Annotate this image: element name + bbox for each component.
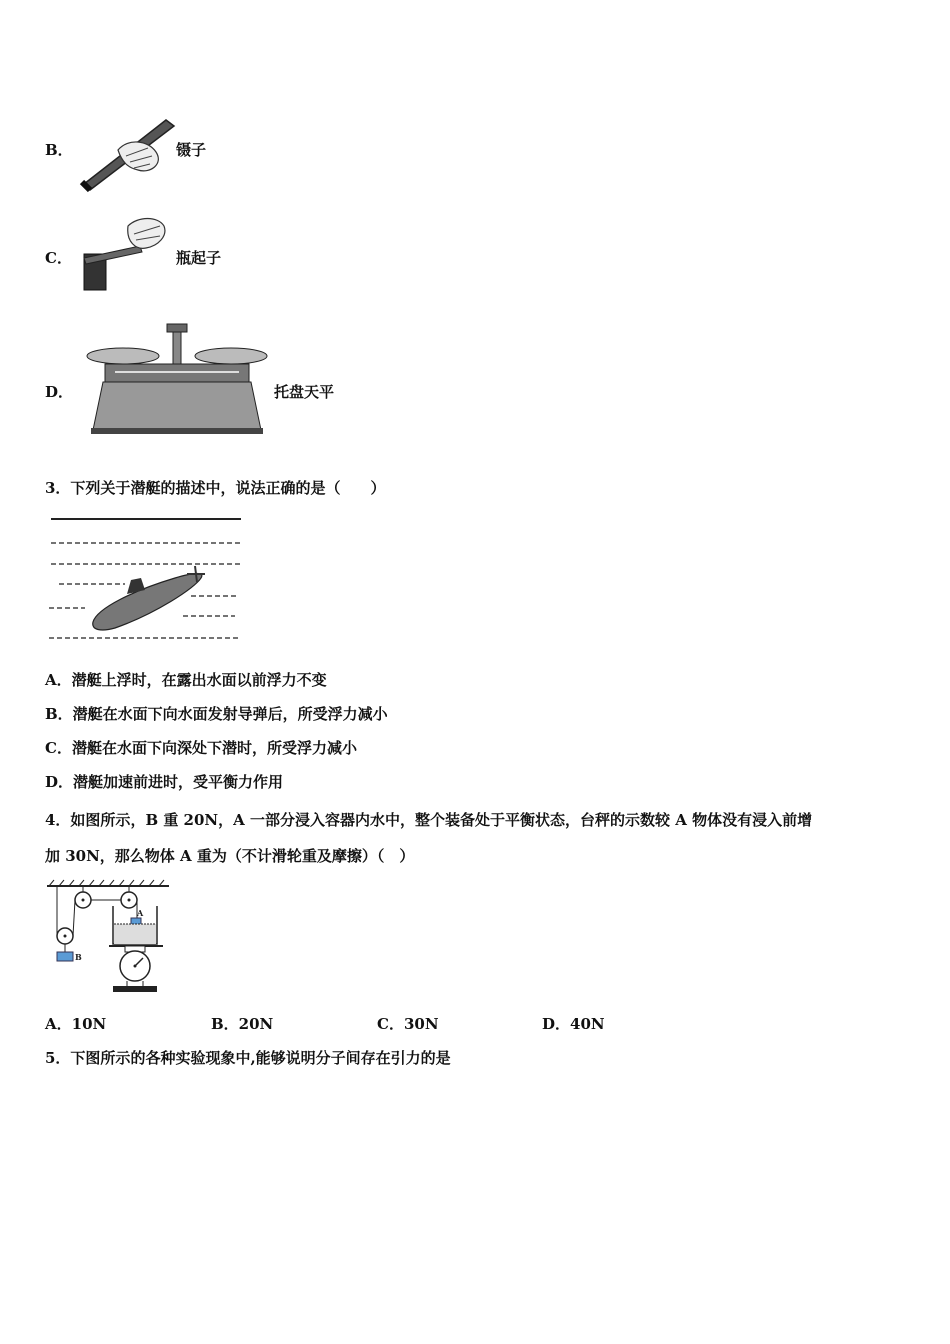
q3-option-c: C．潜艇在水面下向深处下潜时，所受浮力减小 — [45, 739, 357, 757]
balance-figure — [85, 320, 270, 438]
scale-dial-icon — [120, 951, 150, 981]
q3-option-a: A．潜艇上浮时，在露出水面以前浮力不变 — [45, 671, 327, 689]
balance-icon — [87, 324, 267, 434]
submarine-icon — [93, 566, 205, 630]
tweezers-figure — [78, 112, 178, 194]
block-b — [57, 952, 73, 961]
pulley-figure — [45, 878, 175, 996]
tweezers-label: 镊子 — [176, 141, 207, 159]
bottle-opener-label: 瓶起子 — [176, 249, 222, 267]
q4-option-c: C．30N — [377, 1015, 439, 1033]
q3-option-b: B．潜艇在水面下向水面发射导弹后，所受浮力减小 — [45, 705, 388, 723]
q5-stem: 5．下图所示的各种实验现象中,能够说明分子间存在引力的是 — [45, 1049, 451, 1067]
bottle-opener-icon — [84, 219, 165, 291]
balance-label: 托盘天平 — [274, 383, 335, 401]
q4-stem-line2: 加 30N，那么物体 A 重为（不计滑轮重及摩擦）（ ） — [45, 847, 415, 865]
tweezers-icon — [82, 120, 174, 190]
q4-stem-line1: 4．如图所示，B 重 20N，A 一部分浸入容器内水中，整个装备处于平衡状态，台秤的示数较 A 物体没有浸入前增 — [45, 811, 813, 829]
q4-option-b: B．20N — [211, 1015, 274, 1033]
option-c-letter: C． — [45, 249, 72, 267]
q3-stem: 3．下列关于潜艇的描述中，说法正确的是（ ） — [45, 479, 386, 497]
bottle-opener-figure — [80, 212, 170, 294]
q4-option-a: A．10N — [45, 1015, 107, 1033]
container-icon — [113, 906, 157, 944]
option-b-letter: B． — [45, 141, 73, 159]
q4-option-d: D．40N — [542, 1015, 605, 1033]
label-b: B — [75, 952, 82, 962]
q3-option-d: D．潜艇加速前进时，受平衡力作用 — [45, 773, 284, 791]
label-a: A — [137, 908, 144, 918]
option-d-letter: D． — [45, 383, 74, 401]
submarine-figure — [45, 512, 245, 644]
